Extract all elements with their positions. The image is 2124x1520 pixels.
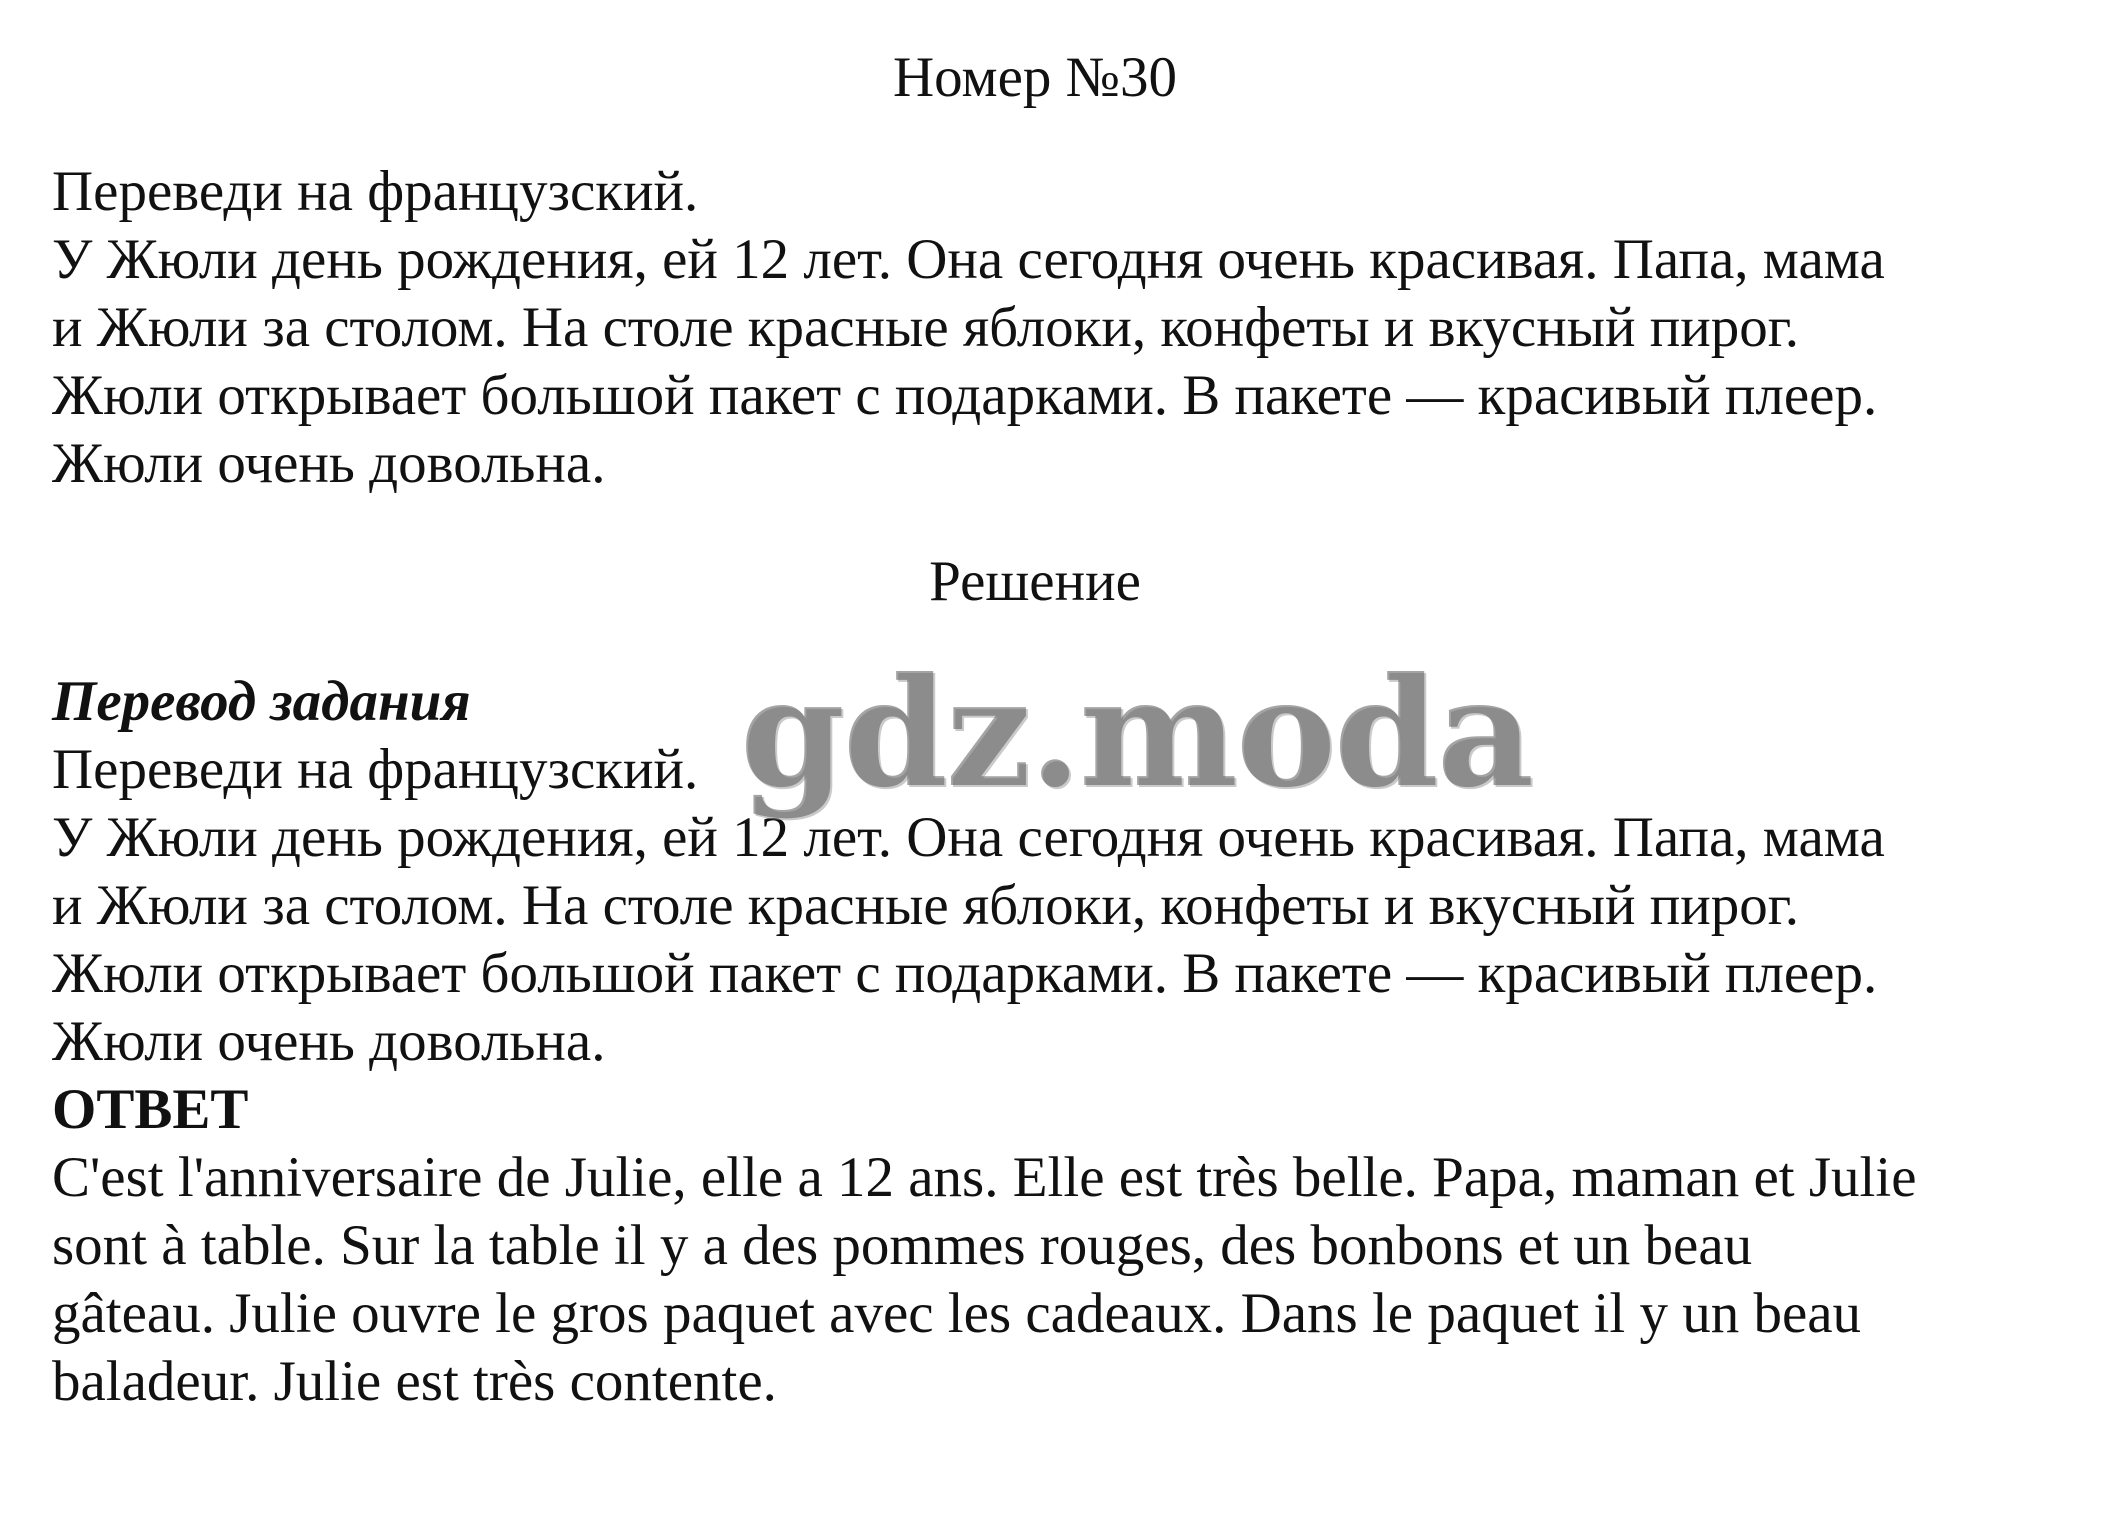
translation-heading: Перевод задания — [52, 670, 471, 733]
task-line: Жюли очень довольна. — [52, 432, 606, 495]
translation-line: Жюли открывает большой пакет с подарками. В пакете — красивый плеер. — [52, 942, 1878, 1005]
task-line: и Жюли за столом. На столе красные яблоки, конфеты и вкусный пирог. — [52, 296, 1799, 359]
answer-label: ОТВЕТ — [52, 1078, 249, 1141]
task-text — [52, 158, 2052, 498]
solution-text — [52, 668, 2052, 1416]
answer-line: C'est l'anniversaire de Julie, elle a 12 ans. Elle est très belle. Papa, maman et Julie — [52, 1146, 1917, 1209]
translation-line: У Жюли день рождения, ей 12 лет. Она сегодня очень красивая. Папа, мама — [52, 806, 1885, 869]
translation-line: Переведи на французский. — [52, 738, 699, 801]
answer-line: baladeur. Julie est très contente. — [52, 1350, 777, 1413]
answer-line: gâteau. Julie ouvre le gros paquet avec les cadeaux. Dans le paquet il y un beau — [52, 1282, 1862, 1345]
translation-line: Жюли очень довольна. — [52, 1010, 606, 1073]
watermark: gdz.moda — [740, 645, 1533, 821]
task-line: У Жюли день рождения, ей 12 лет. Она сегодня очень красивая. Папа, мама — [52, 228, 1885, 291]
solution-heading: Решение — [929, 550, 1141, 613]
task-line: Переведи на французский. — [52, 160, 699, 223]
answer-line: sont à table. Sur la table il y a des pommes rouges, des bonbons et un beau — [52, 1214, 1753, 1277]
translation-line: и Жюли за столом. На столе красные яблоки, конфеты и вкусный пирог. — [52, 874, 1799, 937]
page-title: Номер №30 — [892, 46, 1178, 109]
task-line: Жюли открывает большой пакет с подарками. В пакете — красивый плеер. — [52, 364, 1878, 427]
